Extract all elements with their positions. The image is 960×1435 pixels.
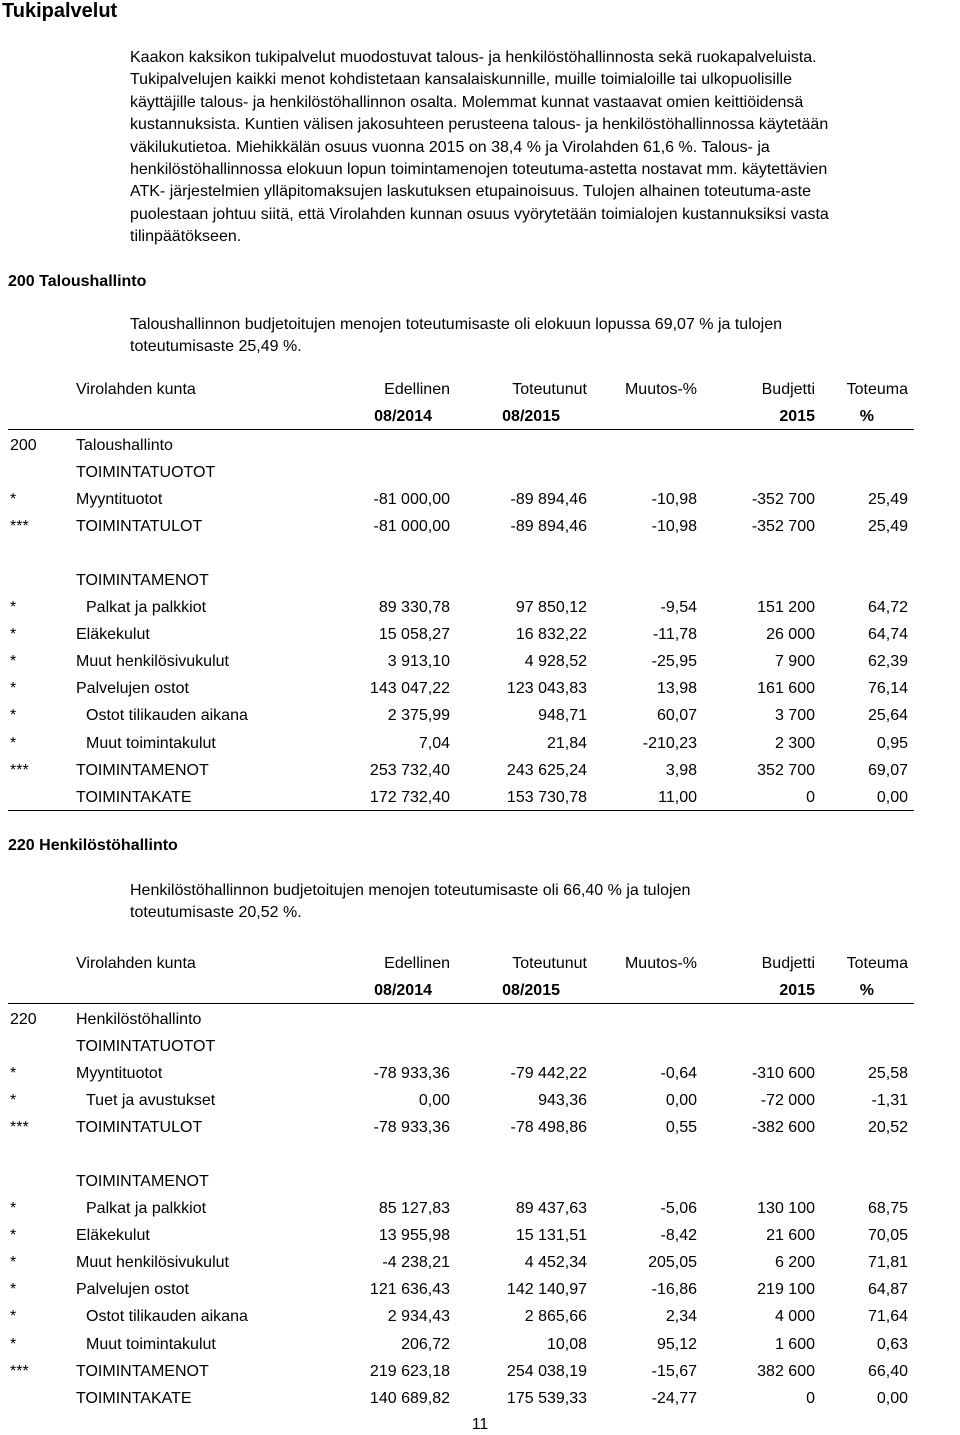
row-value: -1,31 bbox=[871, 1092, 908, 1109]
row-value: -11,78 bbox=[652, 626, 697, 644]
header-kunta: Virolahden kunta bbox=[76, 381, 196, 398]
row-value: 64,74 bbox=[867, 626, 908, 644]
row-value: -4 238,21 bbox=[382, 1254, 450, 1272]
intro-line: tilinpäätökseen. bbox=[130, 228, 242, 246]
row-value: 15 131,51 bbox=[515, 1227, 587, 1245]
row-marker: * bbox=[10, 491, 17, 508]
summary-line: toteutumisaste 20,52 %. bbox=[130, 904, 302, 922]
group-label-tuotot: TOIMINTATUOTOT bbox=[76, 464, 216, 481]
row-value: 95,12 bbox=[656, 1335, 697, 1353]
row-label: TOIMINTAKATE bbox=[76, 788, 192, 806]
row-value: 142 140,97 bbox=[506, 1281, 587, 1299]
row-label: Palkat ja palkkiot bbox=[86, 599, 207, 616]
row-value: -0,64 bbox=[660, 1065, 697, 1082]
row-value: 20,52 bbox=[867, 1119, 908, 1136]
row-value: 66,40 bbox=[867, 1362, 908, 1380]
row-value: -310 600 bbox=[751, 1065, 815, 1082]
row-label: Muut toimintakulut bbox=[86, 734, 216, 752]
row-value: 206,72 bbox=[401, 1335, 450, 1353]
row-value: 3,98 bbox=[665, 761, 697, 779]
row-label: TOIMINTAKATE bbox=[76, 1389, 192, 1407]
row-label: TOIMINTAMENOT bbox=[76, 1362, 209, 1380]
row-value: 25,49 bbox=[867, 518, 908, 535]
row-value: 64,87 bbox=[867, 1281, 908, 1299]
row-value: 25,49 bbox=[867, 491, 908, 508]
table-header-row bbox=[0, 377, 960, 404]
row-value: 2 934,43 bbox=[387, 1308, 450, 1326]
header-period-3: 2015 bbox=[779, 408, 815, 425]
row-value: 121 636,43 bbox=[369, 1281, 450, 1299]
table-row bbox=[0, 731, 960, 758]
table-row bbox=[0, 649, 960, 676]
intro-line: kustannuksista. Kuntien välisen jakosuhteen perusteena talous- ja henkilöstöhallinnossa käytetään bbox=[130, 116, 829, 134]
row-value: -81 000,00 bbox=[373, 518, 450, 535]
table-period-row bbox=[0, 978, 960, 1005]
table-row bbox=[0, 1223, 960, 1250]
row-value: 4 452,34 bbox=[524, 1254, 587, 1272]
row-value: 2 865,66 bbox=[524, 1308, 587, 1326]
table-group-row bbox=[0, 460, 960, 487]
table-period-row bbox=[0, 404, 960, 431]
row-value: 2,34 bbox=[665, 1308, 697, 1326]
row-value: 21,84 bbox=[546, 734, 587, 752]
table-row bbox=[0, 487, 960, 514]
row-value: -15,67 bbox=[651, 1362, 697, 1380]
header-toteutunut: Toteutunut bbox=[512, 381, 587, 398]
section-code: 220 bbox=[10, 1011, 37, 1028]
row-value: 2 375,99 bbox=[387, 707, 450, 725]
row-value: 205,05 bbox=[648, 1254, 697, 1272]
row-marker: * bbox=[10, 1254, 17, 1272]
row-value: -16,86 bbox=[651, 1281, 697, 1299]
row-value: 85 127,83 bbox=[378, 1200, 450, 1217]
row-marker: * bbox=[10, 680, 17, 698]
row-value: 62,39 bbox=[867, 653, 908, 671]
row-value: 0,00 bbox=[418, 1092, 450, 1109]
row-value: 68,75 bbox=[867, 1200, 908, 1217]
header-kunta: Virolahden kunta bbox=[76, 955, 196, 972]
row-value: 71,64 bbox=[867, 1308, 908, 1326]
header-rule bbox=[8, 1003, 914, 1004]
intro-paragraph bbox=[130, 47, 956, 249]
table-group-row bbox=[0, 1034, 960, 1061]
summary-line: toteutumisaste 25,49 %. bbox=[130, 338, 302, 356]
row-marker: * bbox=[10, 626, 17, 644]
intro-line: väkilukutietoa. Miehikkälän osuus vuonna 2015 on 38,4 % ja Virolahden 61,6 %. Talous- ja bbox=[130, 138, 770, 156]
row-value: 172 732,40 bbox=[369, 788, 450, 806]
row-value: 0,00 bbox=[876, 1389, 908, 1407]
row-label: Tuet ja avustukset bbox=[86, 1092, 216, 1109]
row-value: -8,42 bbox=[660, 1227, 697, 1245]
row-value: -210,23 bbox=[642, 734, 697, 752]
page-title: Tukipalvelut bbox=[2, 0, 118, 22]
row-label: Palvelujen ostot bbox=[76, 680, 189, 698]
row-value: 140 689,82 bbox=[369, 1389, 450, 1407]
row-value: 26 000 bbox=[766, 626, 815, 644]
row-marker: * bbox=[10, 1092, 17, 1109]
header-edellinen: Edellinen bbox=[384, 955, 450, 972]
row-label: Muut henkilösivukulut bbox=[76, 653, 229, 671]
row-label: TOIMINTATULOT bbox=[76, 1119, 203, 1136]
row-value: -382 600 bbox=[751, 1119, 815, 1136]
row-value: 89 330,78 bbox=[378, 599, 450, 616]
row-label: Ostot tilikauden aikana bbox=[86, 1308, 248, 1326]
row-value: 161 600 bbox=[757, 680, 815, 698]
row-value: 25,64 bbox=[867, 707, 908, 725]
header-period-3: 2015 bbox=[779, 982, 815, 999]
row-label: TOIMINTAMENOT bbox=[76, 761, 209, 779]
row-value: 153 730,78 bbox=[506, 788, 587, 806]
table-header-row bbox=[0, 951, 960, 978]
header-period-1: 08/2014 bbox=[374, 408, 432, 425]
header-rule bbox=[8, 429, 914, 430]
row-marker: * bbox=[10, 1200, 17, 1217]
page-number: 11 bbox=[471, 1416, 489, 1433]
row-value: -5,06 bbox=[660, 1200, 697, 1217]
table-row bbox=[0, 1277, 960, 1304]
header-period-1: 08/2014 bbox=[374, 982, 432, 999]
row-value: -79 442,22 bbox=[510, 1065, 587, 1082]
header-toteutunut: Toteutunut bbox=[512, 955, 587, 972]
row-value: 219 623,18 bbox=[369, 1362, 450, 1380]
row-marker: *** bbox=[10, 761, 29, 779]
row-value: 0,00 bbox=[876, 788, 908, 806]
section-heading-henkilostohallinto: 220 Henkilöstöhallinto bbox=[8, 837, 178, 854]
table-group-row bbox=[0, 568, 960, 595]
row-value: 0,00 bbox=[665, 1092, 697, 1109]
row-label: TOIMINTATULOT bbox=[76, 518, 203, 535]
table-row bbox=[0, 676, 960, 703]
row-value: 175 539,33 bbox=[506, 1389, 587, 1407]
row-value: 13 955,98 bbox=[378, 1227, 450, 1245]
row-value: 0,63 bbox=[876, 1335, 908, 1353]
table-row bbox=[0, 1061, 960, 1088]
summary-line: Henkilöstöhallinnon budjetoitujen menojen toteutumisaste oli 66,40 % ja tulojen bbox=[130, 882, 691, 899]
row-value: 352 700 bbox=[757, 761, 815, 779]
row-value: -78 933,36 bbox=[373, 1119, 450, 1136]
row-value: 16 832,22 bbox=[515, 626, 587, 644]
header-budjetti: Budjetti bbox=[761, 381, 815, 398]
row-marker: *** bbox=[10, 518, 29, 535]
row-value: 0,55 bbox=[665, 1119, 697, 1136]
row-value: 254 038,19 bbox=[506, 1362, 587, 1380]
table-row bbox=[0, 595, 960, 622]
row-value: 69,07 bbox=[867, 761, 908, 779]
row-value: 3 700 bbox=[774, 707, 815, 725]
header-budjetti: Budjetti bbox=[761, 955, 815, 972]
row-value: 6 200 bbox=[774, 1254, 815, 1272]
row-label: Eläkekulut bbox=[76, 1227, 150, 1245]
table-section-row bbox=[0, 1007, 960, 1034]
row-value: 123 043,83 bbox=[506, 680, 587, 698]
row-value: 219 100 bbox=[757, 1281, 815, 1299]
table-row bbox=[0, 1304, 960, 1331]
row-value: 89 437,63 bbox=[515, 1200, 587, 1217]
row-value: 25,58 bbox=[867, 1065, 908, 1082]
row-value: 253 732,40 bbox=[369, 761, 450, 779]
row-value: -352 700 bbox=[751, 518, 815, 535]
table-row bbox=[0, 622, 960, 649]
table-section-row bbox=[0, 433, 960, 460]
header-period-4: % bbox=[859, 982, 874, 999]
row-label: Muut henkilösivukulut bbox=[76, 1254, 229, 1272]
intro-line: Tukipalvelujen kaikki menot kohdistetaan kansalaiskunnille, muille toimialoille tai ulkopuolisille bbox=[130, 71, 792, 89]
table-row bbox=[0, 703, 960, 730]
row-value: 243 625,24 bbox=[506, 761, 587, 779]
row-value: 3 913,10 bbox=[387, 653, 450, 671]
table-row bbox=[0, 1088, 960, 1115]
row-value: -24,77 bbox=[651, 1389, 697, 1407]
table-group-row bbox=[0, 1169, 960, 1196]
table-row bbox=[0, 785, 960, 812]
row-value: -78 498,86 bbox=[510, 1119, 587, 1136]
row-value: 71,81 bbox=[867, 1254, 908, 1272]
row-value: 0,95 bbox=[876, 734, 908, 752]
row-value: 0 bbox=[806, 788, 815, 806]
row-marker: * bbox=[10, 599, 17, 616]
section-name: Taloushallinto bbox=[76, 437, 173, 454]
row-value: 143 047,22 bbox=[369, 680, 450, 698]
row-value: 7 900 bbox=[774, 653, 815, 671]
row-marker: * bbox=[10, 707, 17, 725]
row-value: -10,98 bbox=[651, 518, 697, 535]
row-value: 76,14 bbox=[867, 680, 908, 698]
row-value: 382 600 bbox=[757, 1362, 815, 1380]
row-marker: * bbox=[10, 1227, 17, 1245]
table-row bbox=[0, 1359, 960, 1386]
section-code: 200 bbox=[10, 437, 37, 454]
row-label: Muut toimintakulut bbox=[86, 1335, 216, 1353]
row-value: -78 933,36 bbox=[373, 1065, 450, 1082]
row-value: 4 000 bbox=[774, 1308, 815, 1326]
row-value: -81 000,00 bbox=[373, 491, 450, 508]
row-value: -72 000 bbox=[760, 1092, 815, 1109]
table-taloushallinto bbox=[0, 377, 960, 807]
header-muutos: Muutos-% bbox=[624, 955, 697, 972]
row-marker: *** bbox=[10, 1119, 29, 1136]
row-label: Eläkekulut bbox=[76, 626, 150, 644]
header-period-4: % bbox=[859, 408, 874, 425]
row-value: 4 928,52 bbox=[524, 653, 587, 671]
row-value: 13,98 bbox=[656, 680, 697, 698]
table-henkilostohallinto bbox=[0, 951, 960, 1421]
intro-line: käyttäjille talous- ja henkilöstöhallinnon osalta. Molemmat kunnat vastaavat omien keittiöidensä bbox=[130, 93, 804, 111]
row-value: 943,36 bbox=[538, 1092, 587, 1109]
row-label: Myyntituotot bbox=[76, 491, 163, 508]
row-value: 948,71 bbox=[538, 707, 587, 725]
row-value: 70,05 bbox=[867, 1227, 908, 1245]
header-toteuma: Toteuma bbox=[846, 955, 908, 972]
row-marker: *** bbox=[10, 1362, 29, 1380]
table-row bbox=[0, 1332, 960, 1359]
table-row bbox=[0, 514, 960, 541]
intro-line: Kaakon kaksikon tukipalvelut muodostuvat talous- ja henkilöstöhallinnosta sekä ruokapalveluista. bbox=[130, 49, 817, 66]
row-value: -10,98 bbox=[651, 491, 697, 508]
row-value: 7,04 bbox=[418, 734, 450, 752]
group-label-menot: TOIMINTAMENOT bbox=[76, 572, 209, 589]
row-marker: * bbox=[10, 1281, 17, 1299]
row-label: Palvelujen ostot bbox=[76, 1281, 189, 1299]
section-summary-taloushallinto bbox=[130, 314, 956, 359]
row-marker: * bbox=[10, 1335, 17, 1353]
row-value: 97 850,12 bbox=[515, 599, 587, 616]
table-bottom-rule bbox=[8, 810, 914, 811]
intro-line: henkilöstöhallinnossa elokuun lopun toimintamenojen toteutuma-astetta nostavat mm. käytettävien bbox=[130, 161, 828, 179]
row-label: Palkat ja palkkiot bbox=[86, 1200, 207, 1217]
table-row bbox=[0, 1250, 960, 1277]
header-toteuma: Toteuma bbox=[846, 381, 908, 398]
section-heading-taloushallinto: 200 Taloushallinto bbox=[8, 273, 147, 290]
row-marker: * bbox=[10, 653, 17, 671]
header-muutos: Muutos-% bbox=[624, 381, 697, 398]
row-value: 130 100 bbox=[757, 1200, 815, 1217]
row-label: Ostot tilikauden aikana bbox=[86, 707, 248, 725]
header-edellinen: Edellinen bbox=[384, 381, 450, 398]
table-row bbox=[0, 758, 960, 785]
table-row bbox=[0, 1386, 960, 1413]
row-value: 2 300 bbox=[774, 734, 815, 752]
header-period-2: 08/2015 bbox=[502, 408, 560, 425]
row-value: 21 600 bbox=[766, 1227, 815, 1245]
row-value: -89 894,46 bbox=[510, 491, 587, 508]
row-value: 15 058,27 bbox=[378, 626, 450, 644]
group-label-tuotot: TOIMINTATUOTOT bbox=[76, 1038, 216, 1055]
summary-line: Taloushallinnon budjetoitujen menojen toteutumisaste oli elokuun lopussa 69,07 % ja tulojen bbox=[130, 316, 782, 333]
row-value: 0 bbox=[806, 1389, 815, 1407]
row-value: 11,00 bbox=[658, 788, 697, 806]
section-summary-henkilostohallinto bbox=[130, 880, 956, 925]
row-value: -352 700 bbox=[751, 491, 815, 508]
row-value: -9,54 bbox=[660, 599, 697, 616]
intro-line: puolestaan johtuu siitä, että Virolahden kunnan osuus vyörytetään toimialojen kustannuksiksi vasta bbox=[130, 205, 829, 223]
row-value: 151 200 bbox=[757, 599, 815, 616]
row-value: -25,95 bbox=[651, 653, 697, 671]
row-value: 64,72 bbox=[867, 599, 908, 616]
row-value: 60,07 bbox=[656, 707, 697, 725]
row-label: Myyntituotot bbox=[76, 1065, 163, 1082]
section-name: Henkilöstöhallinto bbox=[76, 1011, 202, 1028]
group-label-menot: TOIMINTAMENOT bbox=[76, 1173, 209, 1190]
row-value: 10,08 bbox=[546, 1335, 587, 1353]
row-marker: * bbox=[10, 734, 17, 752]
header-period-2: 08/2015 bbox=[502, 982, 560, 999]
table-row bbox=[0, 1196, 960, 1223]
row-value: 1 600 bbox=[774, 1335, 815, 1353]
row-value: -89 894,46 bbox=[510, 518, 587, 535]
row-marker: * bbox=[10, 1065, 17, 1082]
table-row bbox=[0, 1115, 960, 1142]
intro-line: ATK- järjestelmien ylläpitomaksujen laskutuksen etupainoisuus. Tulojen alhainen toteutuma-aste bbox=[130, 183, 811, 201]
row-marker: * bbox=[10, 1308, 17, 1326]
